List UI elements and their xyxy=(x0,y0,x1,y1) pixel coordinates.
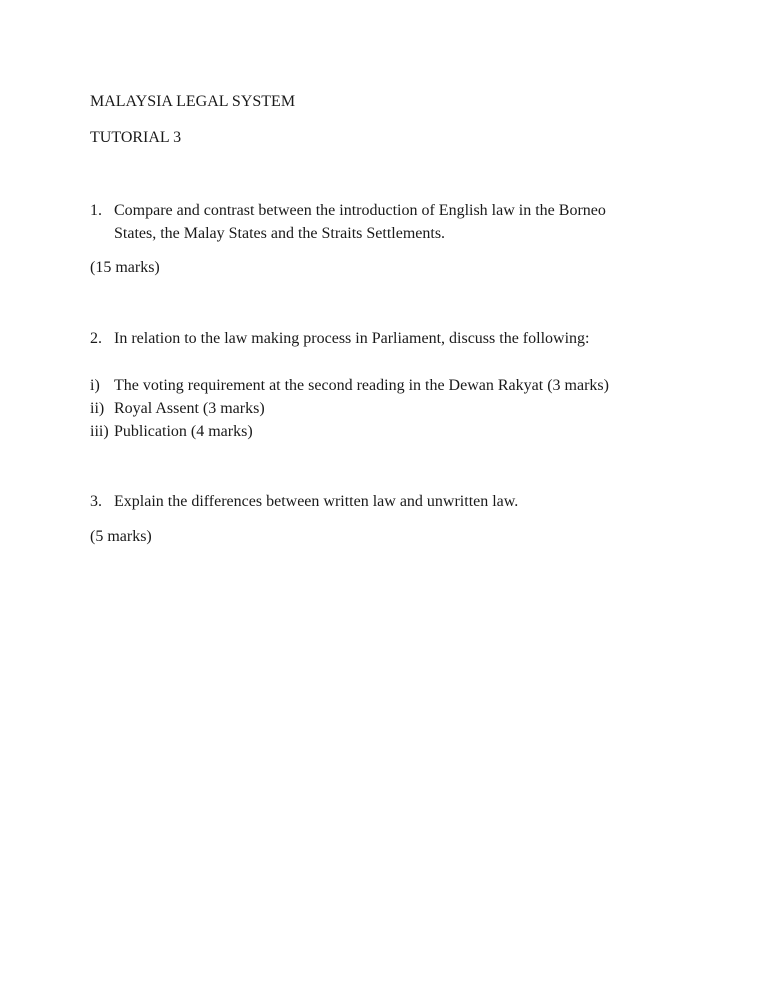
tutorial-label: TUTORIAL 3 xyxy=(90,129,182,146)
question-text: In relation to the law making process in Parliament, discuss the following: xyxy=(114,330,590,347)
question-marks: (5 marks) xyxy=(90,528,152,545)
subitem-text: The voting requirement at the second reading in the Dewan Rakyat (3 marks) xyxy=(114,377,609,394)
question-number: 2. xyxy=(90,330,102,347)
question-number: 1. xyxy=(90,202,102,219)
question-marks: (15 marks) xyxy=(90,259,160,276)
subitem-text: Publication (4 marks) xyxy=(114,423,253,440)
subitem-label: ii) xyxy=(90,400,105,417)
subitem-label: iii) xyxy=(90,423,109,440)
subitem-label: i) xyxy=(90,377,100,394)
question-text: Explain the differences between written law and unwritten law. xyxy=(114,493,519,510)
document-title: MALAYSIA LEGAL SYSTEM xyxy=(90,93,296,110)
question-text: Compare and contrast between the introduction of English law in the Borneo xyxy=(114,202,606,219)
question-text: States, the Malay States and the Straits Settlements. xyxy=(114,225,446,242)
subitem-text: Royal Assent (3 marks) xyxy=(114,400,265,417)
question-number: 3. xyxy=(90,493,102,510)
